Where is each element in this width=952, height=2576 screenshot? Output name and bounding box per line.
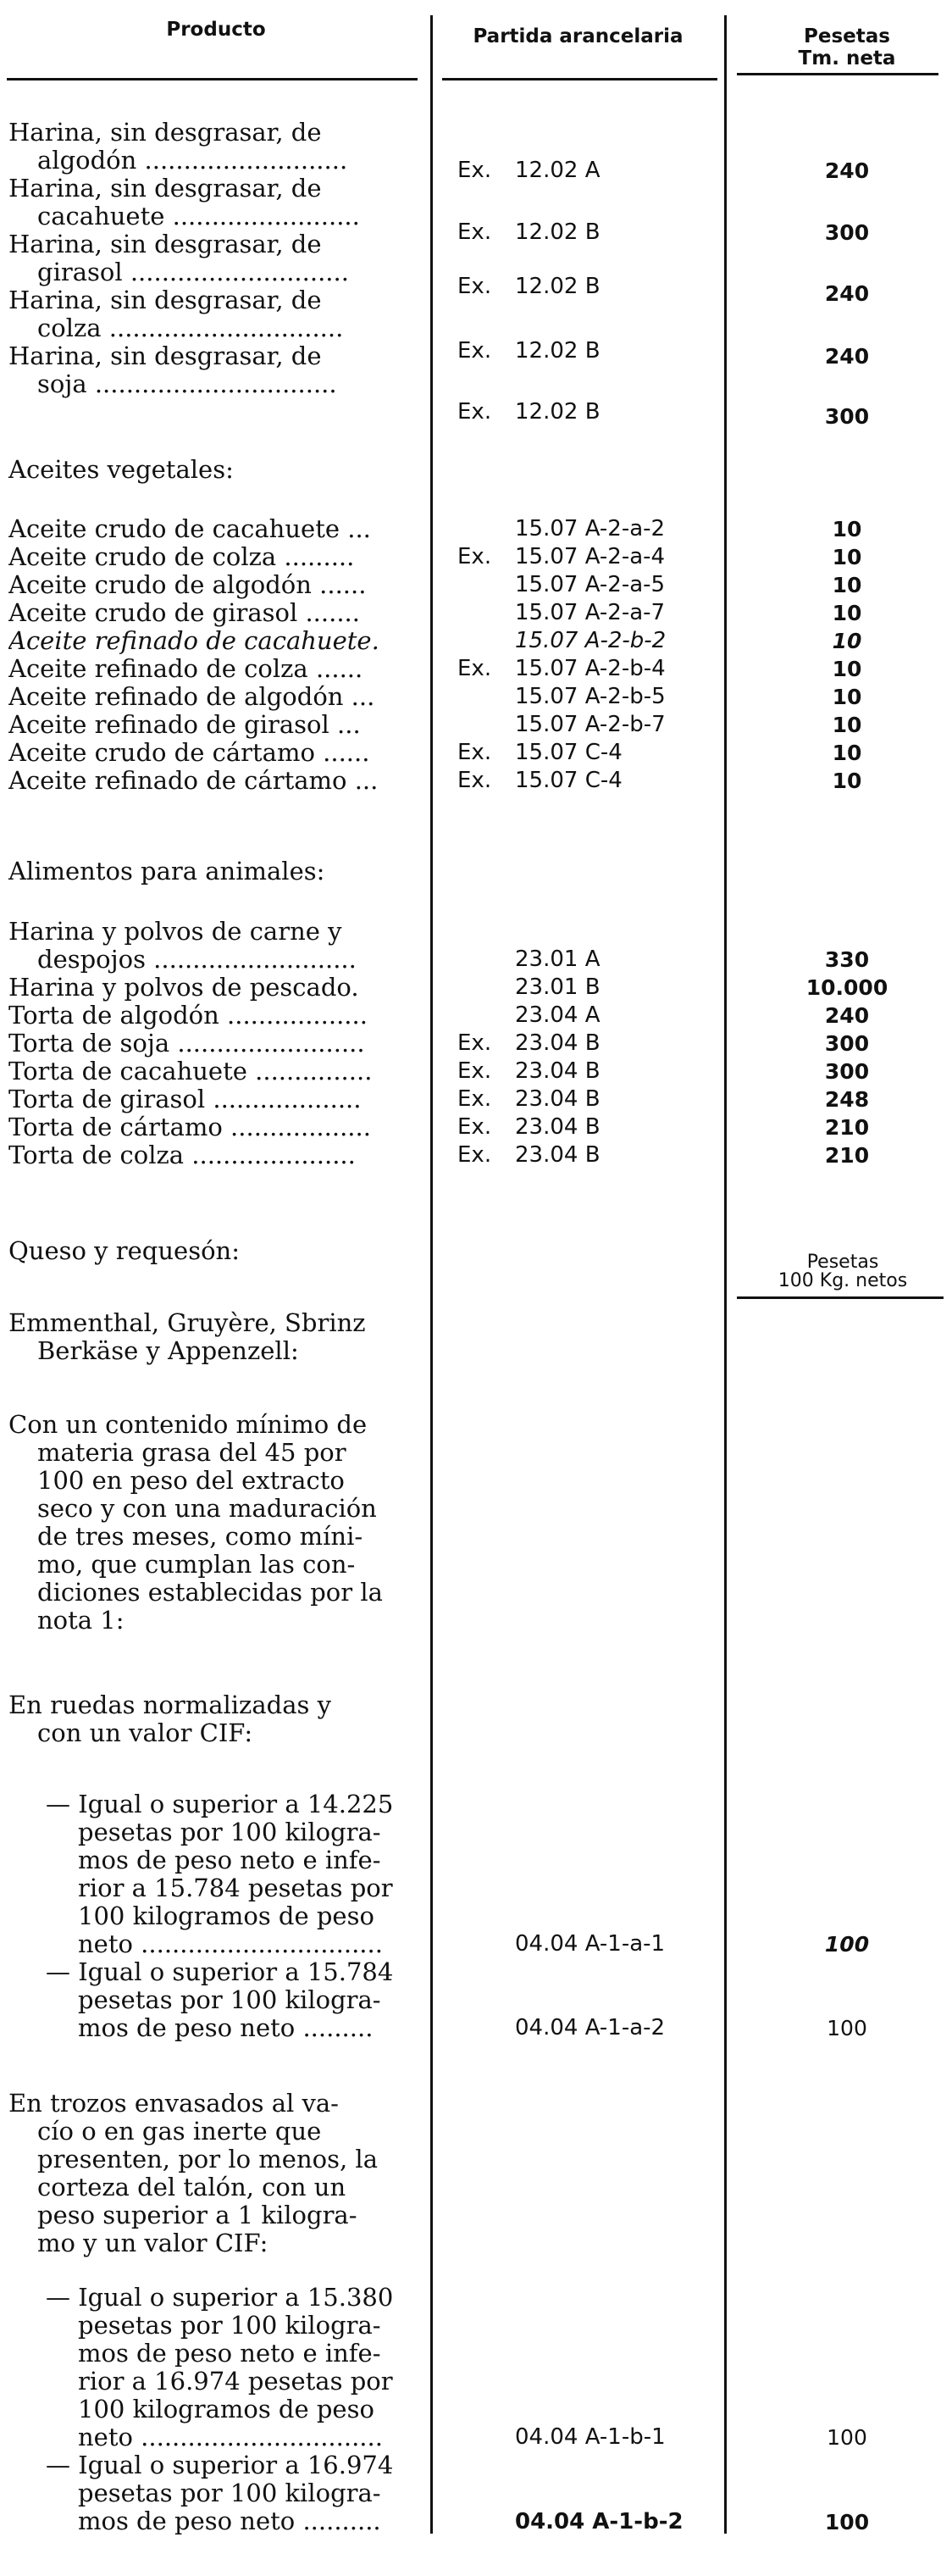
text-line: pesetas por 100 kilogra-	[78, 1986, 381, 2014]
section-title-queso: Queso y requesón:	[8, 1236, 240, 1265]
aceite-price: 10	[832, 741, 862, 765]
harina-price: 300	[824, 404, 870, 429]
contenido-text	[8, 1411, 423, 1635]
aceite-name: Aceite refinado de colza ......	[8, 655, 363, 683]
code-value: 04.04 A-1-b-1	[515, 2424, 666, 2450]
aceite-name: Aceite crudo de cártamo ......	[8, 739, 370, 767]
aceite-code-row	[457, 543, 666, 571]
section-title-aceites: Aceites vegetales:	[8, 455, 234, 484]
harina-code	[457, 398, 601, 426]
harina-line: soja ...............................	[37, 370, 337, 398]
alimento-name: Torta de girasol ...................	[8, 1085, 362, 1113]
harina-price: 300	[824, 220, 870, 245]
aceite-code-row	[457, 711, 666, 739]
code-value: 15.07 A-2-b-5	[515, 684, 666, 709]
alimento-code-row	[457, 1085, 601, 1113]
harina-price: 240	[824, 344, 870, 369]
text-line: mos de peso neto e infe-	[78, 1846, 381, 1874]
text-line: presenten, por lo menos, la	[37, 2146, 378, 2174]
aceites-list	[8, 515, 423, 795]
column-divider-1	[430, 15, 433, 2201]
code-value: 23.01 B	[515, 974, 601, 1000]
aceite-name: Aceite crudo de algodón ......	[8, 571, 367, 599]
header-producto: Producto	[166, 19, 266, 41]
header-pesetas-2-unit: 100 Kg. netos	[778, 1270, 908, 1291]
alimento-price: 300	[824, 1059, 870, 1084]
alimento-name: despojos ..........................	[37, 946, 357, 974]
text-line: corteza del talón, con un	[37, 2174, 346, 2201]
trozos-item-2	[8, 2451, 423, 2535]
emmenthal-text	[8, 1309, 423, 1365]
alimento-price: 300	[824, 1031, 870, 1056]
code-value: 15.07 C-4	[515, 768, 623, 793]
column-divider-1-lower	[430, 2201, 433, 2534]
alimento-name: Torta de algodón ..................	[8, 1002, 368, 1030]
aceite-name: Aceite crudo de girasol .......	[8, 599, 360, 627]
text-line: 100 kilogramos de peso	[78, 1902, 374, 1930]
trozos-item-1	[8, 2284, 423, 2451]
alimento-name: Torta de colza .....................	[8, 1141, 356, 1169]
text-line: peso superior a 1 kilogra-	[37, 2201, 357, 2229]
ruedas-code-1	[515, 1930, 665, 1958]
ex-marker: Ex.	[457, 1142, 492, 1168]
aceite-code-row	[457, 571, 666, 599]
text-line: En ruedas normalizadas y	[8, 1691, 331, 1719]
code-value: 15.07 A-2-b-4	[515, 656, 666, 681]
alimento-price: 248	[824, 1087, 870, 1112]
section-title-alimentos: Alimentos para animales:	[8, 857, 325, 886]
alimentos-list	[8, 918, 423, 1169]
code-value: 23.04 A	[515, 1002, 601, 1028]
alimento-price: 240	[824, 1003, 870, 1028]
header-partida: Partida arancelaria	[473, 25, 684, 47]
ex-marker: Ex.	[457, 1058, 492, 1084]
aceite-code-row	[457, 627, 666, 655]
ruedas-price-1: 100	[824, 1932, 870, 1957]
aceite-price: 10	[832, 769, 862, 793]
code-value: 04.04 A-1-b-2	[515, 2509, 684, 2534]
ex-marker: Ex.	[457, 399, 492, 425]
harina-code	[457, 219, 601, 247]
code-value: 15.07 A-2-a-7	[515, 600, 666, 625]
harina-code	[457, 157, 600, 185]
alimento-code-row	[457, 974, 601, 1002]
alimento-price: 210	[824, 1143, 870, 1168]
ex-marker: Ex.	[457, 219, 492, 245]
ruedas-text	[8, 1691, 423, 1747]
text-line: Emmenthal, Gruyère, Sbrinz	[8, 1309, 366, 1337]
text-line: pesetas por 100 kilogra-	[78, 2312, 381, 2340]
trozos-price-1: 100	[827, 2425, 867, 2450]
alimento-price: 330	[824, 947, 870, 972]
ex-marker: Ex.	[457, 274, 492, 299]
text-line: nota 1:	[37, 1607, 125, 1635]
harina-label	[8, 119, 423, 398]
text-line: materia grasa del 45 por	[37, 1439, 346, 1467]
text-line: 100 en peso del extracto	[37, 1467, 345, 1495]
trozos-code-2	[515, 2508, 684, 2536]
harina-line: Harina, sin desgrasar, de	[8, 286, 322, 314]
code-value: 23.04 B	[515, 1086, 601, 1112]
code-value: 23.04 B	[515, 1142, 601, 1168]
ex-marker: Ex.	[457, 1030, 492, 1056]
header-rule-3	[737, 73, 938, 75]
trozos-code-1	[515, 2423, 666, 2451]
text-line: mos de peso neto ..........	[78, 2507, 381, 2535]
alimento-name: Torta de cacahuete ...............	[8, 1058, 373, 1085]
code-value: 15.07 C-4	[515, 740, 623, 765]
harina-line: girasol ............................	[37, 258, 349, 286]
text-line: con un valor CIF:	[37, 1719, 253, 1747]
alimento-name: Torta de soja ........................	[8, 1030, 365, 1058]
alimento-code-row	[457, 946, 601, 974]
aceite-code-row	[457, 599, 666, 627]
ex-marker: Ex.	[457, 1114, 492, 1140]
ex-marker: Ex.	[457, 656, 492, 681]
harina-price: 240	[824, 281, 870, 306]
text-line: mo y un valor CIF:	[37, 2229, 268, 2257]
aceite-price: 10	[832, 657, 862, 681]
aceite-price: 10	[832, 517, 862, 541]
alimentos-codes	[457, 946, 601, 1169]
text-line: rior a 15.784 pesetas por	[78, 1874, 393, 1902]
alimento-price: 10.000	[805, 975, 888, 1000]
code-value: 12.02 B	[515, 219, 601, 245]
aceite-code-row	[457, 655, 666, 683]
text-line: neto ...............................	[78, 2423, 383, 2451]
code-value: 15.07 A-2-a-4	[515, 544, 666, 569]
code-value: 04.04 A-1-a-2	[515, 2015, 666, 2040]
header-rule-4	[737, 1296, 944, 1299]
ruedas-code-2	[515, 2014, 665, 2042]
harina-line: cacahuete ........................	[37, 203, 360, 230]
text-line: En trozos envasados al va-	[8, 2090, 339, 2118]
harina-line: colza ..............................	[37, 314, 344, 342]
text-line: — Igual o superior a 14.225	[46, 1790, 394, 1818]
alimento-name: Harina y polvos de pescado.	[8, 974, 359, 1002]
text-line: — Igual o superior a 15.784	[46, 1958, 394, 1986]
text-line: — Igual o superior a 15.380	[46, 2284, 394, 2312]
column-divider-2-lower	[724, 2201, 727, 2534]
header-rule-1	[7, 78, 418, 80]
code-value: 12.02 B	[515, 338, 601, 364]
harina-line: Harina, sin desgrasar, de	[8, 175, 322, 203]
column-divider-2	[724, 15, 727, 2201]
header-rule-2	[442, 78, 717, 80]
ex-marker: Ex.	[457, 740, 492, 765]
code-value: 23.01 A	[515, 947, 601, 972]
code-value: 23.04 B	[515, 1030, 601, 1056]
alimento-code-row	[457, 1002, 601, 1030]
trozos-price-2: 100	[824, 2510, 870, 2534]
harina-price: 240	[824, 158, 870, 183]
alimento-code-row	[457, 1058, 601, 1085]
text-line: pesetas por 100 kilogra-	[78, 2479, 381, 2507]
code-value: 15.07 A-2-b-2	[515, 628, 667, 653]
ex-marker: Ex.	[457, 1086, 492, 1112]
text-line: diciones establecidas por la	[37, 1579, 383, 1607]
alimentos-prices	[745, 946, 949, 1169]
aceite-name: Aceite crudo de colza .........	[8, 543, 355, 571]
alimento-price: 210	[824, 1115, 870, 1140]
aceite-code-row	[457, 739, 666, 767]
code-value: 23.04 B	[515, 1114, 601, 1140]
aceite-code-row	[457, 683, 666, 711]
harina-line: Harina, sin desgrasar, de	[8, 342, 322, 370]
aceite-name: Aceite crudo de cacahuete ...	[8, 515, 371, 543]
harina-line: Harina, sin desgrasar, de	[8, 119, 322, 147]
header-pesetas-2: Pesetas	[806, 1252, 879, 1273]
header-pesetas-unit: Tm. neta	[798, 47, 896, 69]
text-line: 100 kilogramos de peso	[78, 2396, 374, 2423]
aceite-code-row	[457, 767, 666, 795]
text-line: Berkäse y Appenzell:	[37, 1337, 299, 1365]
aceite-price: 10	[832, 629, 862, 653]
aceite-name: Aceite refinado de girasol ...	[8, 711, 361, 739]
ruedas-item-1	[8, 1790, 423, 1958]
trozos-text	[8, 2090, 423, 2257]
aceites-codes	[457, 515, 666, 795]
ruedas-item-2	[8, 1958, 423, 2042]
code-value: 15.07 A-2-a-2	[515, 516, 666, 541]
text-line: mos de peso neto .........	[78, 2014, 374, 2042]
code-value: 04.04 A-1-a-1	[515, 1931, 666, 1957]
ex-marker: Ex.	[457, 338, 492, 364]
aceites-prices	[745, 515, 949, 795]
code-value: 12.02 B	[515, 274, 601, 299]
header-pesetas: Pesetas	[804, 25, 890, 47]
harina-code	[457, 273, 601, 301]
aceite-price: 10	[832, 685, 862, 709]
aceite-name: Aceite refinado de algodón ...	[8, 683, 375, 711]
alimento-code-row	[457, 1030, 601, 1058]
code-value: 12.02 B	[515, 399, 601, 425]
aceite-name: Aceite refinado de cacahuete.	[8, 627, 379, 655]
alimento-name: Harina y polvos de carne y	[8, 918, 342, 946]
text-line: pesetas por 100 kilogra-	[78, 1818, 381, 1846]
text-line: neto ...............................	[78, 1930, 383, 1958]
text-line: mo, que cumplan las con-	[37, 1551, 356, 1579]
code-value: 15.07 A-2-a-5	[515, 572, 666, 597]
alimento-code-row	[457, 1113, 601, 1141]
text-line: cío o en gas inerte que	[37, 2118, 322, 2146]
ex-marker: Ex.	[457, 158, 492, 183]
text-line: Con un contenido mínimo de	[8, 1411, 368, 1439]
aceite-price: 10	[832, 713, 862, 737]
aceite-price: 10	[832, 545, 862, 569]
aceite-price: 10	[832, 573, 862, 597]
aceite-code-row	[457, 515, 666, 543]
harina-code	[457, 337, 601, 365]
harina-line: Harina, sin desgrasar, de	[8, 230, 322, 258]
text-line: rior a 16.974 pesetas por	[78, 2368, 393, 2396]
code-value: 15.07 A-2-b-7	[515, 712, 666, 737]
aceite-name: Aceite refinado de cártamo ...	[8, 767, 379, 795]
code-value: 12.02 A	[515, 158, 601, 183]
text-line: mos de peso neto e infe-	[78, 2340, 381, 2368]
alimento-name: Torta de cártamo ..................	[8, 1113, 371, 1141]
text-line: — Igual o superior a 16.974	[46, 2451, 394, 2479]
alimento-code-row	[457, 1141, 601, 1169]
harina-line: algodón ..........................	[37, 147, 348, 175]
code-value: 23.04 B	[515, 1058, 601, 1084]
ruedas-price-2: 100	[827, 2016, 867, 2040]
ex-marker: Ex.	[457, 768, 492, 793]
text-line: seco y con una maduración	[37, 1495, 377, 1523]
ex-marker: Ex.	[457, 544, 492, 569]
text-line: de tres meses, como míni-	[37, 1523, 363, 1551]
aceite-price: 10	[832, 601, 862, 625]
